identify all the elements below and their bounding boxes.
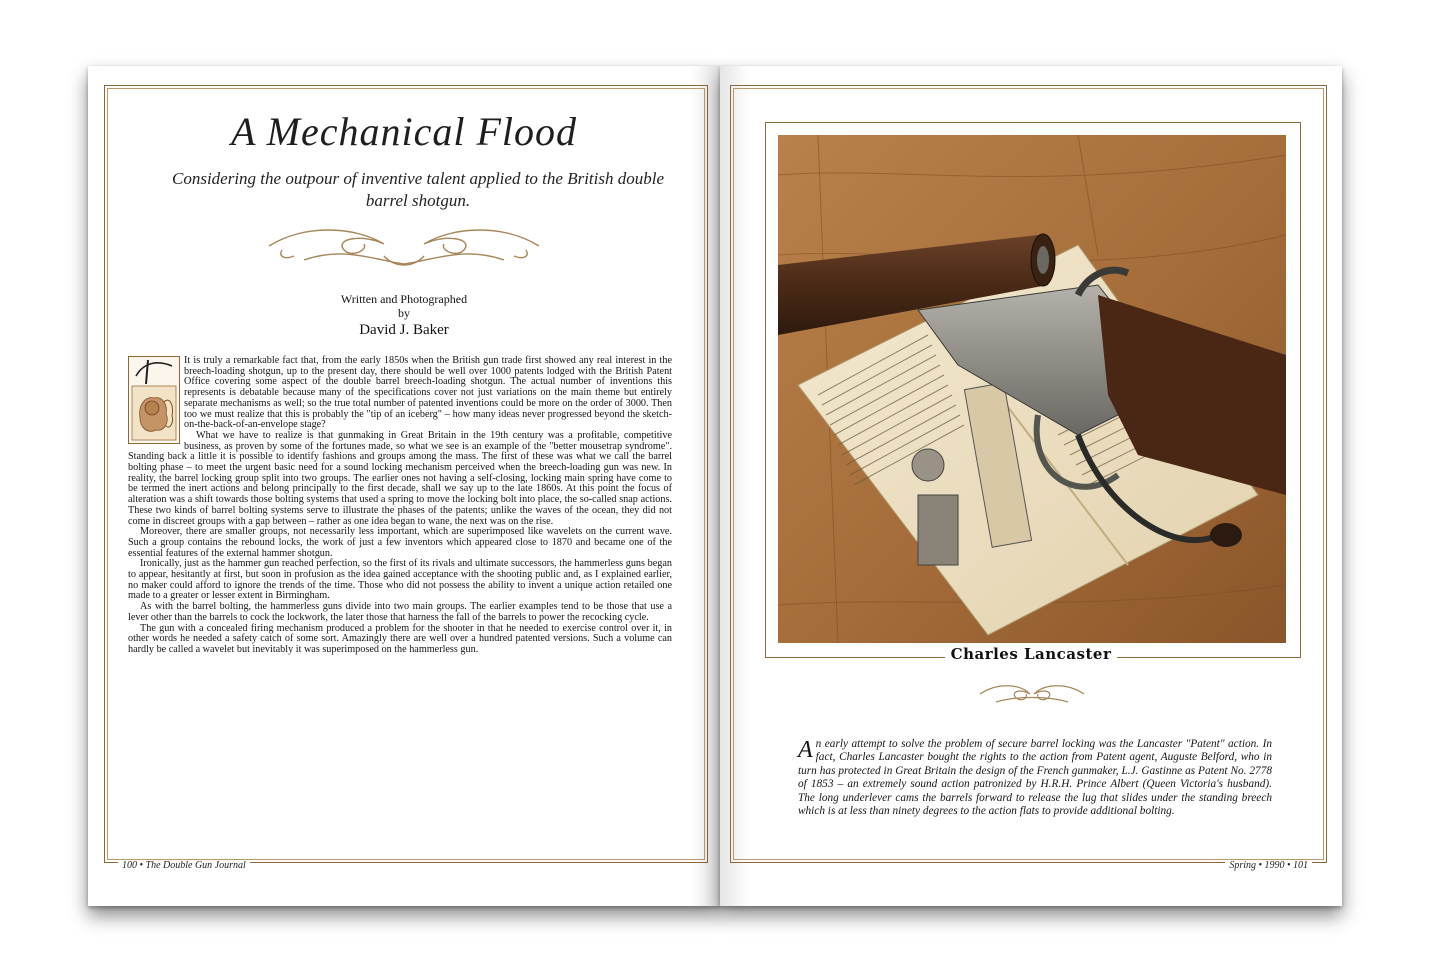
- body-paragraph: The gun with a concealed firing mechanism produced a problem for the shooter in that he needed to exercise control over it, in other words he needed a safety catch of some sort. Amazingly there are well over a hundred patented versions. Such a volume can hardly be called a wavelet but inevitably it was superimposed on the hammerless gun.: [128, 622, 672, 655]
- photo-caption: [720, 644, 1342, 663]
- article-title: A Mechanical Flood: [230, 109, 578, 154]
- byline-by: by: [398, 306, 410, 320]
- caption-text: Charles Lancaster: [945, 645, 1118, 663]
- left-page-footer: 100 • The Double Gun Journal: [118, 860, 250, 871]
- article-subtitle: Considering the outpour of inventive talent applied to the British double barrel shotgun.: [172, 169, 664, 210]
- shotgun-photo: [778, 135, 1286, 643]
- shotgun-on-book-illustration: [778, 135, 1286, 643]
- body-paragraph: Ironically, just as the hammer gun reached perfection, so the first of its rivals and ultimate successors, the hammerless guns began to appear, hesitantly at first, but soon in profusion as the idea gained acceptance with the shooting public and, as I explained earlier, no maker could afford to ignore the trends of the time. Those who did not possess the ability to invent a unique action retailed one made to a greater or lesser extent in Birmingham.: [128, 558, 672, 602]
- caption-body-text: n early attempt to solve the problem of secure barrel locking was the Lancaster "Patent" action. In fact, Charles Lancaster bought the rights to the action from Patent agent, Auguste Belford, who in turn has protected in Great Britain the design of the French gunmaker, L.J. Gastinne as Patent No. 2778 of 1853 – an extremely sound action patronized by H.R.H. Prince Albert (Queen Victoria's husband). The long underlever cams the barrels forward to release the lug that slides under the standing breech which is at less than ninety degrees to the action flats to provide additional bolting.: [798, 738, 1272, 818]
- byline-author: David J. Baker: [359, 322, 449, 338]
- photo-frame: [765, 122, 1301, 658]
- caption-body-initial: A: [798, 737, 813, 763]
- magazine-spread: [88, 66, 1342, 906]
- right-page: [720, 66, 1342, 906]
- right-page-footer: Spring • 1990 • 101: [1225, 860, 1312, 871]
- article-body: [128, 356, 672, 656]
- body-paragraph: Moreover, there are smaller groups, not necessarily less important, which are superimposed like wavelets on the current wave. Such a group contains the rebound locks, the work of just a few inventors which appeared close to 1870 and became one of the essential features of the external hammer shotgun.: [128, 526, 672, 559]
- caption-body: [798, 738, 1272, 818]
- body-paragraph: As with the barrel bolting, the hammerless guns divide into two main groups. The earlier examples tend to be those that use a lever other than the barrels to cock the lockwork, the later those that harness the fall of the barrels to power the recocking cycle.: [128, 601, 672, 623]
- body-paragraph: What we have to realize is that gunmaking in Great Britain in the 19th century was a profitable, competitive business, as proven by some of the fortunes made, so what we see is an example of the "better mousetrap syndrome". Standing back a little it is possible to identify fashions and groups among the mass. The first of these was what we call the barrel bolting phase – to meet the urgent basic need for a sound locking mechanism perceived when the breech-loading gun was new. In reality, the barrel locking group split into two groups. The earlier ones not having a self-closing, locking main spring have come to be termed the inert actions and belong principally to the first decade, shall we say up to the late 1860s. At this point the focus of alteration was a shift towards those bolting systems that used a spring to move the locking bolt into place, the so-called snap actions. These two kinds of barrel bolting systems serve to illustrate the phases of the patents; unlike the waves of the ocean, they did not come in discreet groups with a gap between – rather as one idea began to wane, the next was on the rise.: [128, 429, 672, 527]
- byline: [88, 292, 720, 340]
- illuminated-dropcap-lion: [128, 356, 180, 444]
- title-flourish-ornament: [264, 216, 544, 272]
- byline-written: Written and Photographed: [340, 292, 468, 306]
- caption-flourish-ornament: [976, 678, 1088, 708]
- body-paragraph: It is truly a remarkable fact that, from the early 1850s when the British gun trade first showed any real interest in the breech-loading shotgun, up to the present day, there should be well over 1000 patents lodged with the British Patent Office covering some aspect of the double barrel breech-loading shotgun. The actual number of inventions this represents is debatable because many of the specifications cover not just variations on the main theme but entirely separate mechanisms as well; so the true total number of patented inventions could be more on the order of 3000. Then too we must realize that this is probably the "tip of an iceberg" – how many ideas never progressed beyond the sketch-on-the-back-of-an-envelope stage?: [184, 355, 672, 431]
- left-page: [88, 66, 720, 906]
